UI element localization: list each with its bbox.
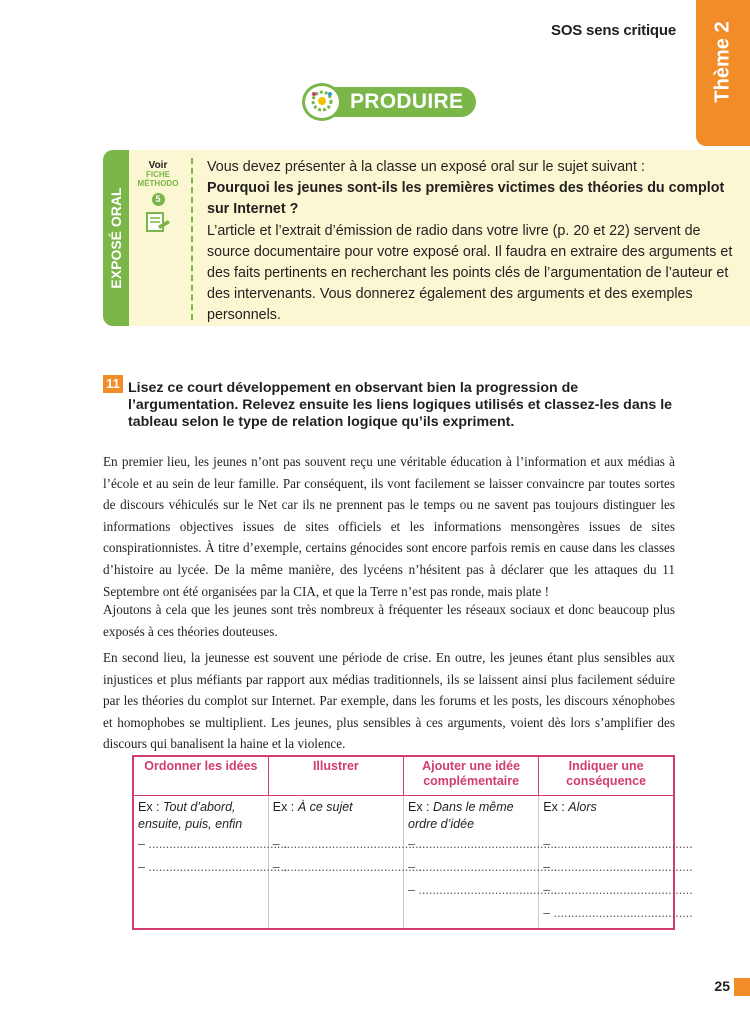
table-header: Indiquer une conséquence — [539, 756, 674, 796]
voir-label: Voir — [148, 160, 168, 171]
oral-instructions — [207, 157, 737, 327]
exercise-number: 11 — [103, 375, 123, 393]
page-number: 25 — [714, 978, 730, 994]
dashed-separator — [191, 158, 193, 320]
answer-line[interactable]: – ........................................ — [543, 860, 693, 874]
page-tab-marker — [734, 978, 750, 996]
example-text: Alors — [568, 800, 597, 814]
answer-line[interactable]: – ........................................ — [543, 883, 693, 897]
fiche-label: FICHE — [146, 170, 170, 179]
oral-details: L’article et l’extrait d’émission de radio dans votre livre (p. 20 et 22) servent de source documentaire pour votre exposé oral. Il faudra en extraire des arguments et des faits pertinents en recherchant les points clés de l’argumentation de l’auteur et des intervenants. Vous donnerez également des arguments et des exemples personnels. — [207, 222, 733, 324]
table-cell-consequence[interactable] — [539, 796, 693, 930]
answer-line[interactable]: – ........................................ — [272, 837, 423, 851]
oral-exercise-box — [103, 150, 750, 326]
answer-line[interactable]: – ........................................ — [272, 860, 423, 874]
produire-label: PRODUIRE — [350, 90, 464, 113]
document-icon — [133, 210, 183, 239]
fiche-methodo-reference — [133, 160, 183, 239]
ex-prefix: Ex : — [408, 800, 434, 814]
oral-band — [103, 150, 129, 326]
oral-question: Pourquoi les jeunes sont-ils les premières victimes des théories du complot sur Internet ? — [207, 180, 725, 218]
table-header: Ajouter une idée complémentaire — [404, 756, 539, 796]
table-header-row — [133, 756, 674, 796]
exercise-instructions: Lisez ce court développement en observant bien la progression de l’argumentation. Relevez ensuite les liens logiques utilisés et classez-les dans le tableau selon le type de relation logique qu’ils expriment. — [128, 380, 673, 430]
example-text: Dans le même ordre d’idée — [408, 800, 514, 831]
table-header: Ordonner les idées — [133, 756, 268, 796]
answer-line[interactable]: – ........................................ — [408, 883, 558, 897]
answer-line[interactable]: – ........................................ — [138, 837, 288, 851]
paragraph-3: En second lieu, la jeunesse est souvent une période de crise. En outre, les jeunes étant plus sensibles aux injustices et plus méfiants par rapport aux médias traditionnels, ils se laissent ainsi plus facilement séduire par les théories du complot sur Internet. Par exemple, dans les forums et les posts, les discours xénophobes et homophobes se multiplient. Les jeunes, plus sensibles à ces arguments, voient dès lors s’amplifier des discours qui banalisent la haine et la violence. — [103, 650, 675, 752]
ex-prefix: Ex : — [272, 800, 298, 814]
oral-band-label: EXPOSÉ ORAL — [108, 187, 124, 289]
answer-line[interactable]: – ........................................ — [408, 837, 558, 851]
paragraph-2: Ajoutons à cela que les jeunes sont très nombreux à fréquenter les réseaux sociaux et donc beaucoup plus exposés à ces théories douteuses. — [103, 602, 675, 639]
paragraph-1: En premier lieu, les jeunes n’ont pas souvent reçu une véritable éducation à l’information et aux médias à l’école et au sein de leur famille. Par conséquent, ils vont facilement se laisser convaincre par toutes sortes de discours véhiculés sur le Net car ils ne prennent pas le temps ou ne savent pas toujours distinguer les informations objectives issues de sites officiels et les informations mensongères issues de sites conspirationnistes. À titre d’exemple, certains génocides sont encore parfois remis en cause dans les classes d’histoire au lycée. De la même manière, des lycéens n’hésitent pas à déclarer que les attaques du 11 Septembre ont été organisées par la CIA, et que la Terre n’est pas ronde, mais plate ! — [103, 454, 675, 599]
theme-tab — [696, 0, 750, 146]
table-header: Illustrer — [268, 756, 403, 796]
answer-line[interactable]: – ........................................ — [543, 906, 693, 920]
methodo-label: MÉTHODO — [137, 178, 179, 188]
ex-prefix: Ex : — [543, 800, 569, 814]
section-title: SOS sens critique — [551, 22, 676, 39]
fiche-number: 5 — [152, 193, 165, 206]
oral-intro: Vous devez présenter à la classe un exposé oral sur le sujet suivant : — [207, 159, 645, 175]
answer-line[interactable]: – ........................................ — [408, 860, 558, 874]
theme-tab-label: Thème 2 — [711, 21, 734, 103]
table-cell-ajouter[interactable] — [404, 796, 558, 930]
logical-links-table — [132, 755, 693, 930]
gear-head-icon — [302, 83, 342, 121]
table-cell-illustrer[interactable] — [268, 796, 423, 930]
produire-banner — [302, 83, 478, 121]
answer-line[interactable]: – ........................................ — [543, 837, 693, 851]
example-text: À ce sujet — [297, 800, 353, 814]
table-cell-ordonner[interactable] — [133, 796, 288, 930]
table-row — [133, 796, 674, 930]
example-text: Tout d’abord, ensuite, puis, enfin — [138, 800, 243, 831]
ex-prefix: Ex : — [138, 800, 164, 814]
answer-line[interactable]: – ........................................ — [138, 860, 288, 874]
